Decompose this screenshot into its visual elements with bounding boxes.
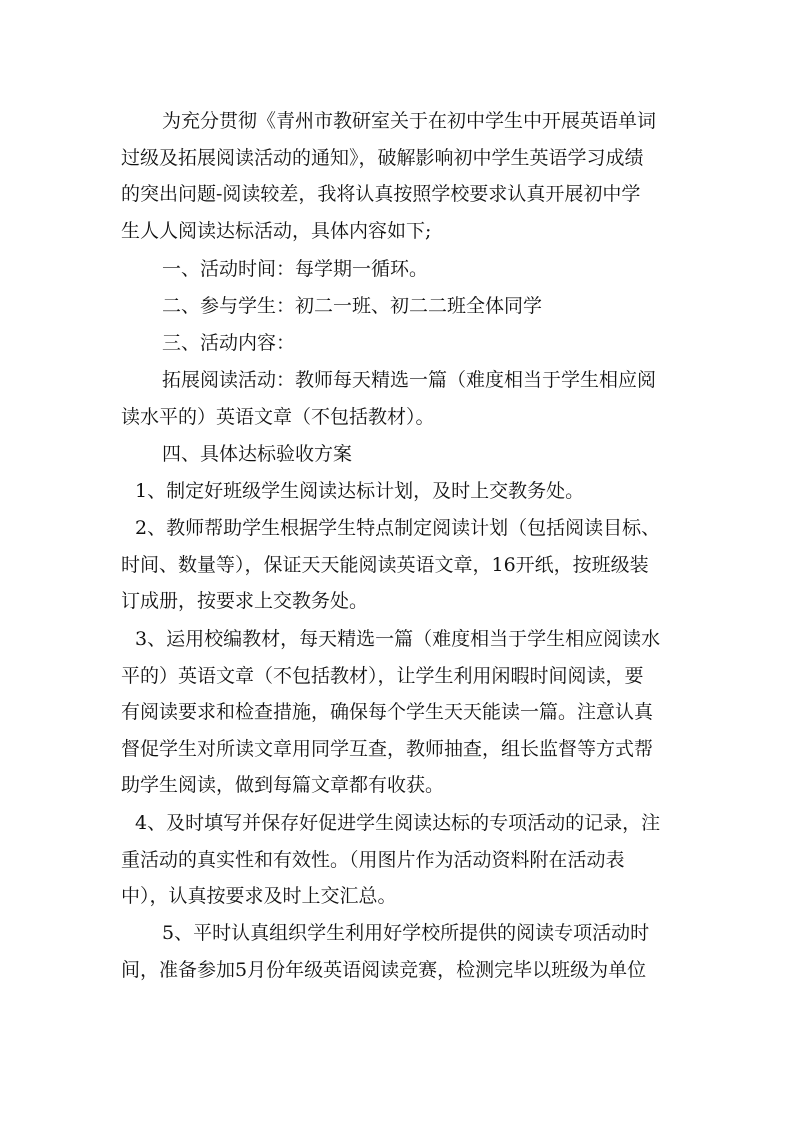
section-activity-time [0, 251, 794, 288]
text-line: 的突出问题-阅读较差，我将认真按照学校要求认真开展初中学 [121, 183, 641, 205]
text-line: 4、及时填写并保存好促进学生阅读达标的专项活动的记录，注 [135, 812, 661, 834]
text-line: 读水平的）英语文章（不包括教材）。 [121, 405, 435, 428]
text-line: 督促学生对所读文章用同学互查，教师抽查，组长监督等方式帮 [121, 737, 654, 760]
text-line: 生人人阅读达标活动，具体内容如下; [121, 219, 432, 242]
text-line: 拓展阅读活动：教师每天精选一篇（难度相当于学生相应阅 [162, 369, 657, 391]
item-5-paragraph [0, 915, 794, 988]
text-line: 间，准备参加5月份年级英语阅读竞赛，检测完毕以班级为单位 [121, 958, 647, 981]
intro-paragraph [0, 103, 794, 249]
text-line: 四、具体达标验收方案 [162, 443, 353, 465]
item-3-paragraph [0, 621, 794, 804]
text-line: 助学生阅读，做到每篇文章都有收获。 [121, 774, 445, 796]
text-line: 5、平时认真组织学生利用好学校所提供的阅读专项活动时 [162, 922, 650, 944]
extended-reading-paragraph [0, 362, 794, 435]
text-line: 平的）英语文章（不包括教材），让学生利用闲暇时间阅读，要 [121, 664, 644, 687]
text-line: 过级及拓展阅读活动的通知》，破解影响初中学生英语学习成绩 [121, 146, 644, 169]
section-acceptance-plan [0, 436, 794, 473]
text-line: 为充分贯彻《青州市教研室关于在初中学生中开展英语单词 [162, 110, 657, 132]
item-1-paragraph [0, 473, 794, 510]
text-line: 重活动的真实性和有效性。（用图片作为活动资料附在活动表 [121, 848, 625, 871]
text-line: 有阅读要求和检查措施，确保每个学生天天能读一篇。注意认真 [121, 701, 654, 723]
text-line: 时间、数量等），保证天天能阅读英语文章，16开纸，按班级装 [121, 553, 649, 576]
text-line: 二、参与学生：初二一班、初二二班全体同学 [162, 295, 543, 317]
text-line: 2、教师帮助学生根据学生特点制定阅读计划（包括阅读目标、 [135, 517, 661, 539]
item-4-paragraph [0, 805, 794, 915]
text-line: 3、运用校编教材，每天精选一篇（难度相当于学生相应阅读水 [135, 628, 661, 650]
section-activity-content [0, 325, 794, 362]
text-line: 中），认真按要求及时上交汇总。 [121, 885, 397, 907]
text-line: 三、活动内容： [162, 332, 296, 354]
text-line: 订成册，按要求上交教务处。 [121, 590, 369, 612]
text-line: 1、制定好班级学生阅读达标计划，及时上交教务处。 [135, 480, 585, 502]
section-participants [0, 288, 794, 325]
item-2-paragraph [0, 510, 794, 620]
text-line: 一、活动时间：每学期一循环。 [162, 258, 429, 280]
